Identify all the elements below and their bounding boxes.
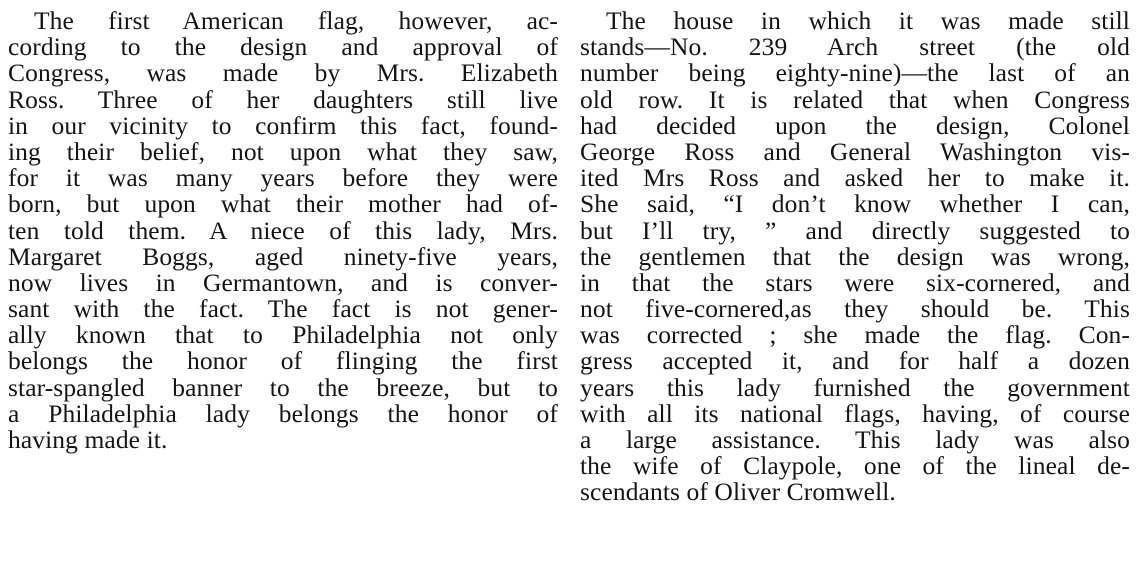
text-line: a Philadelphia lady belongs the honor of	[8, 398, 558, 428]
text-line: cording to the design and approval of	[8, 32, 558, 62]
text-line: had decided upon the design, Colonel	[580, 110, 1130, 140]
text-line: not five-cornered,as they should be. This	[580, 294, 1130, 324]
text-line: ited Mrs Ross and asked her to make it.	[580, 163, 1130, 193]
text-line: Congress, was made by Mrs. Elizabeth	[8, 58, 558, 88]
text-line: for it was many years before they were	[8, 163, 558, 193]
right-column	[580, 8, 1130, 506]
text-line: in that the stars were six-cornered, and	[580, 267, 1130, 297]
text-line: the wife of Claypole, one of the lineal de-	[580, 451, 1130, 481]
text-line: The house in which it was made still	[606, 6, 1130, 35]
text-line: She said, “I don’t know whether I can,	[580, 189, 1130, 219]
text-line: Ross. Three of her daughters still live	[8, 84, 558, 114]
text-line: old row. It is related that when Congress	[580, 84, 1130, 114]
left-column	[8, 8, 558, 453]
text-line: star-spangled banner to the breeze, but to	[8, 372, 558, 402]
text-line: the gentlemen that the design was wrong,	[580, 241, 1130, 271]
text-line: ing their belief, not upon what they saw,	[8, 136, 558, 166]
text-line: The first American flag, however, ac-	[34, 6, 558, 35]
text-line: number being eighty-nine)—the last of an	[580, 58, 1130, 88]
text-line: scendants of Oliver Cromwell.	[580, 477, 896, 507]
text-line: in our vicinity to confirm this fact, found-	[8, 110, 558, 140]
text-line: sant with the fact. The fact is not gener-	[8, 294, 558, 324]
text-line: ten told them. A niece of this lady, Mrs.	[8, 215, 558, 245]
text-line: Margaret Boggs, aged ninety-five years,	[8, 241, 558, 271]
text-line: stands—No. 239 Arch street (the old	[580, 32, 1130, 62]
text-line: with all its national flags, having, of course	[580, 398, 1130, 428]
text-line: having made it.	[8, 425, 168, 454]
text-line: George Ross and General Washington vis-	[580, 136, 1130, 166]
text-line: born, but upon what their mother had of-	[8, 189, 558, 219]
text-line: gress accepted it, and for half a dozen	[580, 346, 1130, 376]
text-line: years this lady furnished the government	[580, 372, 1130, 402]
text-line: a large assistance. This lady was also	[580, 425, 1130, 454]
text-line: belongs the honor of flinging the first	[8, 346, 558, 376]
text-line: but I’ll try, ” and directly suggested to	[580, 215, 1130, 245]
text-line: ally known that to Philadelphia not only	[8, 320, 558, 350]
text-line: now lives in Germantown, and is conver-	[8, 267, 558, 297]
text-line: was corrected ; she made the flag. Con-	[580, 320, 1130, 350]
